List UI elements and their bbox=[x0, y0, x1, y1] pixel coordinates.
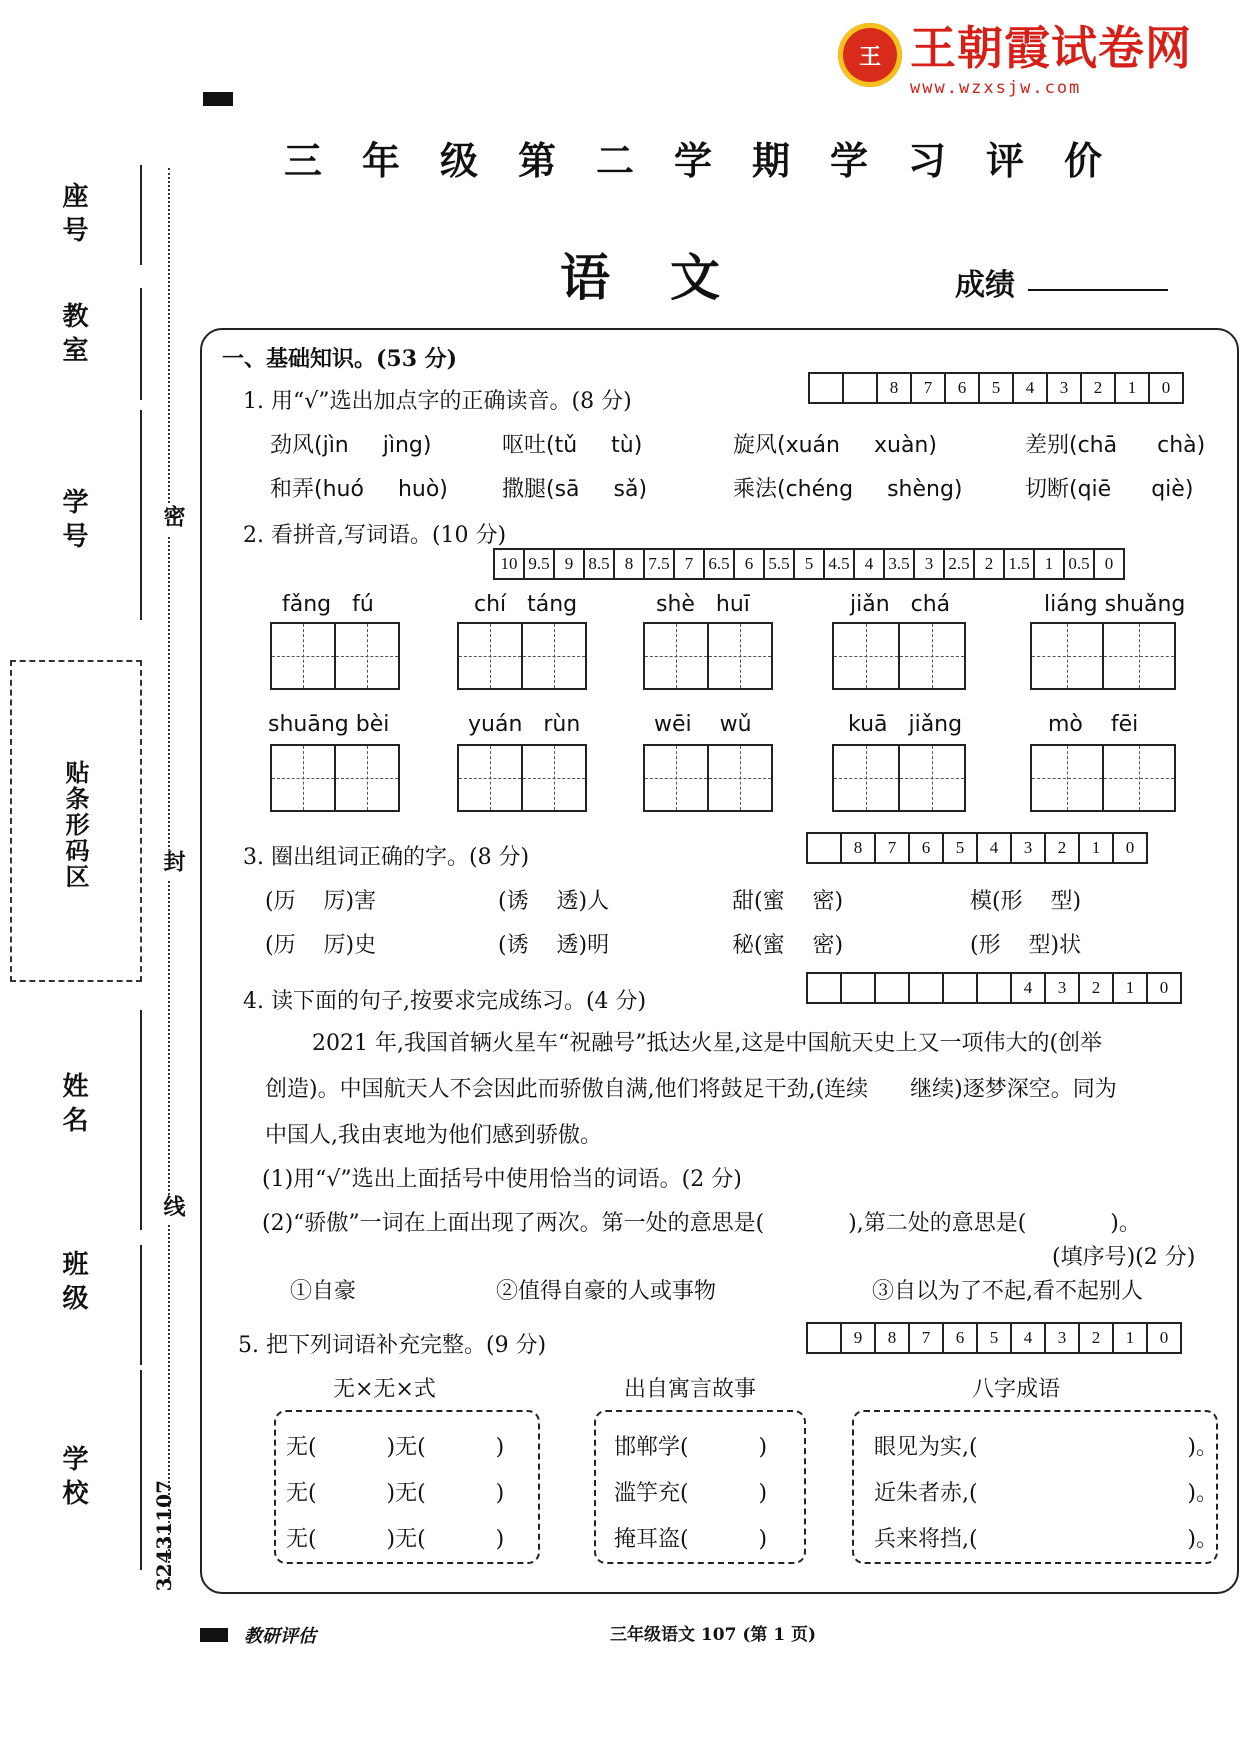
q5-group-heading: 无×无×式 bbox=[333, 1377, 436, 1402]
q2-pinyin: chí táng bbox=[474, 592, 578, 617]
q5-group-heading: 八字成语 bbox=[972, 1377, 1061, 1402]
q4-score-cell[interactable]: 4 bbox=[1010, 974, 1044, 1002]
q2-pinyin: kuā jiǎng bbox=[848, 712, 963, 737]
q5-score-cell[interactable] bbox=[808, 1324, 840, 1352]
q2-score-cell[interactable]: 8.5 bbox=[583, 550, 613, 578]
q2-writing-grid[interactable] bbox=[1030, 744, 1176, 812]
q2-score-cell[interactable]: 9.5 bbox=[523, 550, 553, 578]
q5-score-bar bbox=[806, 1322, 1182, 1354]
q5-blank-line[interactable]: 无( )无( ) bbox=[286, 1435, 505, 1460]
q1-score-cell[interactable]: 7 bbox=[910, 374, 944, 402]
q1-option[interactable]: 切断(qiē bbox=[1025, 477, 1112, 502]
q4-sub-question-2[interactable]: (2)“骄傲”一词在上面出现了两次。第一处的意思是( ),第二处的意思是( )。 bbox=[262, 1211, 1141, 1236]
q2-score-cell[interactable]: 7 bbox=[673, 550, 703, 578]
seal-char-xian: 线 bbox=[158, 1195, 189, 1225]
seat-number-line bbox=[140, 165, 142, 265]
q1-score-bar bbox=[808, 372, 1184, 404]
q2-pinyin: shuāng bèi bbox=[268, 712, 390, 737]
footer-left: 教研评估 bbox=[244, 1626, 316, 1647]
q3-score-cell[interactable]: 4 bbox=[976, 834, 1010, 862]
exam-title: 三年级第二学期学习评价 bbox=[284, 138, 1143, 183]
q4-score-cell[interactable]: 0 bbox=[1146, 974, 1180, 1002]
q2-pinyin: wēi wǔ bbox=[654, 712, 752, 737]
q5-score-cell[interactable]: 0 bbox=[1146, 1324, 1180, 1352]
q5-blank-line[interactable]: 无( )无( ) bbox=[286, 1481, 505, 1506]
q2-score-cell[interactable]: 1.5 bbox=[1003, 550, 1033, 578]
q4-passage-line: 创造)。中国航天人不会因此而骄傲自满,他们将鼓足干劲,(连续 继续)逐梦深空。同为 bbox=[265, 1077, 1117, 1102]
q5-score-cell[interactable]: 8 bbox=[874, 1324, 908, 1352]
q4-score-cell[interactable]: 2 bbox=[1078, 974, 1112, 1002]
q1-option[interactable]: 乘法(chéng bbox=[733, 477, 854, 502]
q4-score-cell[interactable]: 3 bbox=[1044, 974, 1078, 1002]
q1-score-cell[interactable]: 0 bbox=[1148, 374, 1182, 402]
q2-score-cell[interactable]: 8 bbox=[613, 550, 643, 578]
logo-title: 王朝霞试卷网 bbox=[910, 21, 1192, 75]
q4-option: ③自以为了不起,看不起别人 bbox=[872, 1279, 1143, 1304]
q5-group-heading: 出自寓言故事 bbox=[624, 1377, 757, 1402]
paper-code: 32431107 bbox=[152, 1480, 176, 1592]
q3-item[interactable]: (历 厉)史 bbox=[265, 933, 377, 958]
q4-score-cell[interactable] bbox=[840, 974, 874, 1002]
q3-score-cell[interactable]: 5 bbox=[942, 834, 976, 862]
q3-score-cell[interactable] bbox=[808, 834, 840, 862]
score-blank[interactable] bbox=[1028, 288, 1168, 291]
q2-score-cell[interactable]: 5.5 bbox=[763, 550, 793, 578]
q2-writing-grid[interactable] bbox=[643, 622, 773, 690]
q4-passage-line: 2021 年,我国首辆火星车“祝融号”抵达火星,这是中国航天史上又一项伟大的(创举 bbox=[312, 1031, 1103, 1056]
q5-blank-line[interactable]: 眼见为实,( )。 bbox=[874, 1435, 1218, 1460]
q1-item bbox=[1025, 428, 1205, 459]
name-label: 姓名 bbox=[58, 1072, 88, 1140]
q3-score-cell[interactable]: 7 bbox=[874, 834, 908, 862]
corner-mark bbox=[203, 92, 233, 106]
student-id-line bbox=[140, 410, 142, 620]
q3-item[interactable]: (诱 透)人 bbox=[498, 889, 610, 914]
q2-writing-grid[interactable] bbox=[832, 744, 966, 812]
footer-page-info: 三年级语文 107 (第 1 页) bbox=[610, 1625, 817, 1645]
q2-pinyin: liáng shuǎng bbox=[1044, 592, 1186, 617]
q1-item bbox=[270, 472, 448, 503]
q5-score-cell[interactable]: 4 bbox=[1010, 1324, 1044, 1352]
q1-item bbox=[733, 472, 963, 503]
q5-score-cell[interactable]: 5 bbox=[976, 1324, 1010, 1352]
q2-score-cell[interactable]: 6.5 bbox=[703, 550, 733, 578]
q2-writing-grid[interactable] bbox=[457, 744, 587, 812]
school-label: 学校 bbox=[58, 1445, 88, 1513]
q2-score-cell[interactable]: 6 bbox=[733, 550, 763, 578]
q1-score-cell[interactable]: 1 bbox=[1114, 374, 1148, 402]
classroom-line bbox=[140, 288, 142, 400]
q2-score-cell[interactable]: 4 bbox=[853, 550, 883, 578]
class-label: 班级 bbox=[58, 1250, 88, 1318]
q2-score-cell[interactable]: 4.5 bbox=[823, 550, 853, 578]
section-1-title: 一、基础知识。(53 分) bbox=[222, 346, 458, 372]
q1-score-cell[interactable]: 4 bbox=[1012, 374, 1046, 402]
name-line bbox=[140, 1010, 142, 1230]
q1-option[interactable]: 差别(chā bbox=[1025, 433, 1118, 458]
logo-badge-icon: 王 bbox=[838, 23, 902, 87]
q3-item[interactable]: (形 型)状 bbox=[970, 933, 1082, 958]
q4-score-cell[interactable] bbox=[874, 974, 908, 1002]
q2-writing-grid[interactable] bbox=[270, 744, 400, 812]
student-id-label: 学号 bbox=[58, 488, 88, 556]
q4-score-cell[interactable] bbox=[942, 974, 976, 1002]
q3-score-cell[interactable]: 1 bbox=[1078, 834, 1112, 862]
q5-score-cell[interactable]: 9 bbox=[840, 1324, 874, 1352]
q2-writing-grid[interactable] bbox=[270, 622, 400, 690]
q4-score-cell[interactable] bbox=[808, 974, 840, 1002]
q5-blank-line[interactable]: 邯郸学( ) bbox=[614, 1435, 768, 1460]
q5-blank-line[interactable]: 无( )无( ) bbox=[286, 1527, 505, 1552]
q5-score-cell[interactable]: 1 bbox=[1112, 1324, 1146, 1352]
q3-score-cell[interactable]: 2 bbox=[1044, 834, 1078, 862]
q1-item bbox=[502, 428, 642, 459]
q2-pinyin: yuán rùn bbox=[468, 712, 581, 737]
q2-score-cell[interactable]: 2 bbox=[973, 550, 1003, 578]
q1-score-cell[interactable]: 6 bbox=[944, 374, 978, 402]
q2-writing-grid[interactable] bbox=[1030, 622, 1176, 690]
seal-char-mi: 密 bbox=[158, 505, 189, 535]
q1-score-cell[interactable] bbox=[810, 374, 842, 402]
q5-blank-line[interactable]: 滥竽充( ) bbox=[614, 1481, 768, 1506]
q2-pinyin: mò fēi bbox=[1048, 712, 1139, 737]
q3-title: 3. 圈出组词正确的字。(8 分) bbox=[243, 845, 530, 870]
q5-blank-line[interactable]: 掩耳盗( ) bbox=[614, 1527, 768, 1552]
q3-item[interactable]: 模(形 型) bbox=[970, 889, 1082, 914]
q2-title: 2. 看拼音,写词语。(10 分) bbox=[243, 523, 507, 548]
q2-score-cell[interactable]: 7.5 bbox=[643, 550, 673, 578]
footer-mark bbox=[200, 1628, 228, 1642]
q2-score-cell[interactable]: 2.5 bbox=[943, 550, 973, 578]
q2-writing-grid[interactable] bbox=[457, 622, 587, 690]
q1-score-cell[interactable] bbox=[842, 374, 876, 402]
q4-title: 4. 读下面的句子,按要求完成练习。(4 分) bbox=[243, 989, 647, 1014]
q2-score-cell[interactable]: 5 bbox=[793, 550, 823, 578]
q3-score-cell[interactable]: 6 bbox=[908, 834, 942, 862]
q5-title: 5. 把下列词语补充完整。(9 分) bbox=[238, 1333, 547, 1358]
q1-option[interactable]: chà) bbox=[1157, 433, 1206, 458]
q2-score-cell[interactable]: 1 bbox=[1033, 550, 1063, 578]
q1-option[interactable]: tù) bbox=[611, 433, 643, 458]
q3-score-cell[interactable]: 8 bbox=[840, 834, 874, 862]
q4-option: ①自豪 bbox=[290, 1279, 357, 1304]
q3-score-bar bbox=[806, 832, 1148, 864]
q1-option[interactable]: 撒腿(sā bbox=[502, 477, 580, 502]
seal-char-feng: 封 bbox=[158, 850, 189, 880]
logo-url: www.wzxsjw.com bbox=[910, 78, 1082, 98]
q3-score-cell[interactable]: 3 bbox=[1010, 834, 1044, 862]
subject-title: 语文 bbox=[560, 248, 780, 307]
q1-option[interactable]: jìng) bbox=[382, 433, 432, 458]
q5-score-cell[interactable]: 7 bbox=[908, 1324, 942, 1352]
q2-score-cell[interactable]: 0.5 bbox=[1063, 550, 1093, 578]
q1-item bbox=[502, 472, 647, 503]
q2-pinyin: jiǎn chá bbox=[850, 592, 951, 617]
q2-score-cell[interactable]: 3 bbox=[913, 550, 943, 578]
q2-writing-grid[interactable] bbox=[832, 622, 966, 690]
q1-option[interactable]: 旋风(xuán bbox=[733, 433, 840, 458]
q2-writing-grid[interactable] bbox=[643, 744, 773, 812]
q1-item bbox=[1025, 472, 1193, 503]
school-line bbox=[140, 1370, 142, 1570]
q1-item bbox=[733, 428, 937, 459]
q2-score-bar bbox=[493, 548, 1125, 580]
q1-option[interactable]: xuàn) bbox=[873, 433, 937, 458]
q1-score-cell[interactable]: 8 bbox=[876, 374, 910, 402]
q3-item[interactable]: (诱 透)明 bbox=[498, 933, 610, 958]
q3-score-cell[interactable]: 0 bbox=[1112, 834, 1146, 862]
barcode-area-label: 贴条形码区 bbox=[61, 760, 90, 890]
q2-score-cell[interactable]: 9 bbox=[553, 550, 583, 578]
q3-item[interactable]: (历 厉)害 bbox=[265, 889, 377, 914]
q4-score-cell[interactable] bbox=[976, 974, 1010, 1002]
q1-item bbox=[270, 428, 431, 459]
q1-score-cell[interactable]: 2 bbox=[1080, 374, 1114, 402]
q1-option[interactable]: shèng) bbox=[887, 477, 963, 502]
q4-sub-question-1: (1)用“√”选出上面括号中使用恰当的词语。(2 分) bbox=[262, 1167, 742, 1192]
q4-score-cell[interactable] bbox=[908, 974, 942, 1002]
q1-option[interactable]: qiè) bbox=[1151, 477, 1194, 502]
q5-blank-line[interactable]: 兵来将挡,( )。 bbox=[874, 1527, 1218, 1552]
q4-score-bar bbox=[806, 972, 1182, 1004]
q1-score-cell[interactable]: 3 bbox=[1046, 374, 1080, 402]
q4-sub-question-2-note: (填序号)(2 分) bbox=[1052, 1245, 1196, 1270]
q2-pinyin: fǎng fú bbox=[282, 592, 374, 617]
q1-title: 1. 用“√”选出加点字的正确读音。(8 分) bbox=[243, 389, 632, 414]
class-line bbox=[140, 1245, 142, 1365]
q1-score-cell[interactable]: 5 bbox=[978, 374, 1012, 402]
q5-blank-line[interactable]: 近朱者赤,( )。 bbox=[874, 1481, 1218, 1506]
q5-score-cell[interactable]: 3 bbox=[1044, 1324, 1078, 1352]
q5-score-cell[interactable]: 6 bbox=[942, 1324, 976, 1352]
score-label: 成绩 bbox=[955, 268, 1015, 303]
q4-score-cell[interactable]: 1 bbox=[1112, 974, 1146, 1002]
site-logo bbox=[838, 12, 1192, 98]
q1-option[interactable]: sǎ) bbox=[613, 477, 648, 502]
q4-option: ②值得自豪的人或事物 bbox=[496, 1279, 717, 1304]
q3-item[interactable]: 甜(蜜 密) bbox=[732, 889, 844, 914]
q4-passage-line: 中国人,我由衷地为他们感到骄傲。 bbox=[265, 1123, 602, 1148]
classroom-label: 教室 bbox=[58, 302, 88, 370]
q1-option[interactable]: 劲风(jìn bbox=[270, 433, 349, 458]
q1-option[interactable]: 呕吐(tǔ bbox=[502, 433, 578, 458]
q5-score-cell[interactable]: 2 bbox=[1078, 1324, 1112, 1352]
q3-item[interactable]: 秘(蜜 密) bbox=[732, 933, 844, 958]
q1-option[interactable]: huò) bbox=[397, 477, 448, 502]
q1-option[interactable]: 和弄(huó bbox=[270, 477, 364, 502]
seat-number-label: 座号 bbox=[58, 182, 88, 250]
q2-score-cell[interactable]: 3.5 bbox=[883, 550, 913, 578]
q2-score-cell[interactable]: 10 bbox=[500, 554, 518, 573]
q2-score-cell[interactable]: 0 bbox=[1093, 550, 1123, 578]
q2-pinyin: shè huī bbox=[656, 592, 750, 617]
